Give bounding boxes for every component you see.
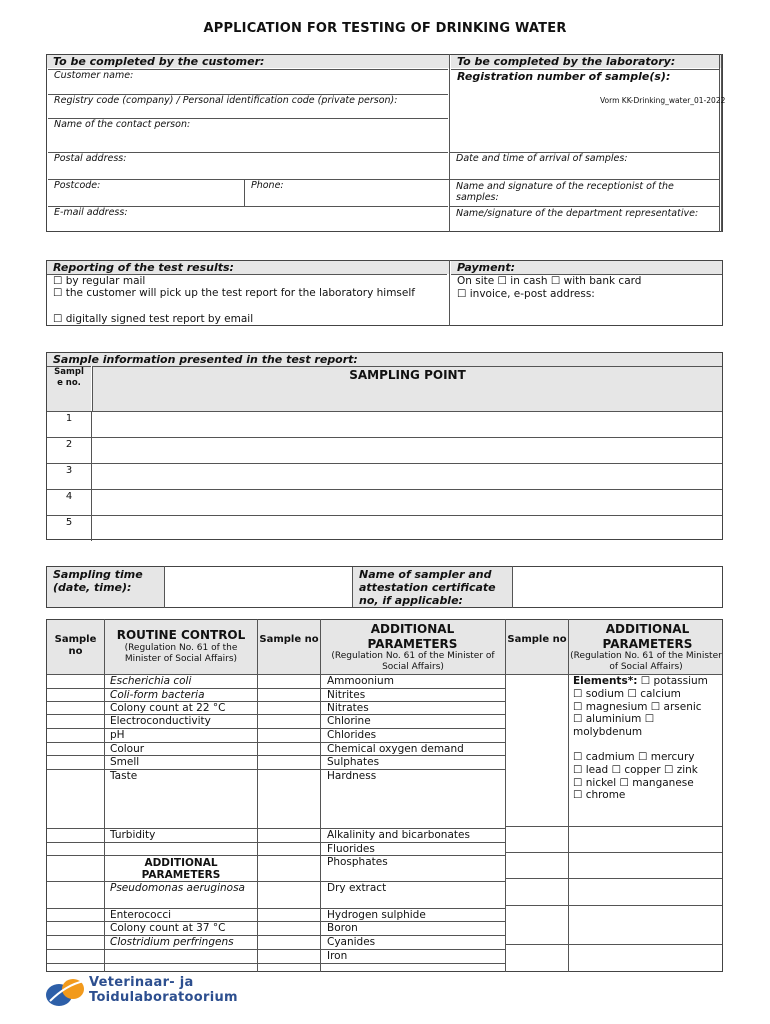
element-cadmium-mercury[interactable]: ☐ cadmium ☐ mercury [573,750,695,763]
element-sodium-calcium[interactable]: ☐ sodium ☐ calcium [573,687,681,700]
department-field[interactable]: Name/signature of the department representative: [450,206,719,231]
sample-row[interactable]: 3 [47,463,722,489]
additional-row-boron[interactable]: Boron [258,922,505,936]
additional-parameters-subtitle-2: (Regulation No. 61 of the Minister of Social Affairs) [570,651,722,672]
reporting-option-mail[interactable]: ☐ by regular mail [47,274,447,288]
routine-row-turbidity[interactable]: Turbidity [47,829,320,843]
right-row-empty[interactable] [506,906,722,945]
sample-no-column-header: Sample no. [47,366,91,411]
sampler-input[interactable] [512,566,723,608]
routine-row-enterococci[interactable]: Enterococci [47,909,320,922]
customer-header: To be completed by the customer: [47,55,449,68]
reporting-header: Reporting of the test results: [47,261,449,274]
registry-code-field[interactable]: Registry code (company) / Personal identification code (private person): [48,94,448,118]
elements-label: Elements*: [573,675,638,687]
logo-mark-icon [44,977,88,1009]
routine-row-ph[interactable]: pH [47,729,320,743]
email-field[interactable]: E-mail address: [48,206,448,231]
sample-row[interactable]: 5 [47,515,722,540]
phone-field[interactable]: Phone: [244,179,449,206]
additional-row-cod[interactable]: Chemical oxygen demand [258,743,505,756]
routine-control-title: ROUTINE CONTROL [116,628,246,642]
sampling-time-label: Sampling time (date, time): [47,567,164,607]
right-row-empty[interactable] [506,853,722,879]
page-title: APPLICATION FOR TESTING OF DRINKING WATER [203,21,567,36]
payment-invoice[interactable]: ☐ invoice, e-post address: [457,288,595,300]
payment-on-site[interactable]: On site ☐ in cash ☐ with bank card [451,274,722,288]
routine-row-e-coli[interactable]: Escherichia coli [47,675,320,689]
sample-info-header: Sample information presented in the test report: [47,353,722,366]
routine-row-pseudomonas[interactable]: Pseudomonas aeruginosa [47,882,320,909]
element-lead-copper-zink[interactable]: ☐ lead ☐ copper ☐ zink [573,763,698,776]
contact-person-field[interactable]: Name of the contact person: [48,118,448,152]
reporting-option-pickup[interactable]: ☐ the customer will pick up the test report for the laboratory himself [53,287,415,299]
laboratory-header: To be completed by the laboratory: [451,55,722,68]
additional-row-phosphates[interactable]: Phosphates [258,856,505,882]
sample-row[interactable]: 1 [47,411,722,437]
routine-row-colour[interactable]: Colour [47,743,320,756]
routine-row-clostridium[interactable]: Clostridium perfringens [47,936,320,950]
additional-row-nitrites[interactable]: Nitrites [258,689,505,702]
sample-no-header-1: Sample no [54,634,97,657]
additional-parameters-title: ADDITIONAL PARAMETERS [367,622,458,651]
elements-checklist [573,675,721,802]
logo [44,973,244,1013]
routine-control-subtitle: (Regulation No. 61 of the Minister of Social Affairs) [124,643,238,664]
sample-no-header-3: Sample no [507,634,567,645]
sampling-time-input[interactable] [164,566,352,608]
routine-row-conductivity[interactable]: Electroconductivity [47,715,320,729]
additional-row-fluorides[interactable]: Fluorides [258,843,505,856]
additional-row-iron[interactable]: Iron [258,950,505,964]
postcode-field[interactable]: Postcode: [48,179,244,206]
routine-row-taste[interactable]: Taste [47,770,320,829]
sample-no-header-2: Sample no [259,634,319,645]
routine-row-colony-22[interactable]: Colony count at 22 °C [47,702,320,715]
additional-row-chlorine[interactable]: Chlorine [258,715,505,729]
registration-label: Registration number of sample(s): [451,69,719,83]
logo-text-line2: Toidulaboratoorium [89,990,238,1005]
right-row-empty[interactable] [506,879,722,906]
additional-row-alkalinity[interactable]: Alkalinity and bicarbonates [258,829,505,843]
routine-row-smell[interactable]: Smell [47,756,320,770]
postal-address-field[interactable]: Postal address: [48,152,448,179]
additional-row-nitrates[interactable]: Nitrates [258,702,505,715]
element-chrome[interactable]: ☐ chrome [573,789,626,802]
divider [449,260,450,326]
sampling-point-header: SAMPLING POINT [92,366,722,411]
additional-rows [258,675,505,964]
reporting-option-email[interactable]: ☐ digitally signed test report by email [53,313,254,325]
form-code: Vorm KK-Drinking_water_01-2022 [600,96,726,105]
routine-row-colony-37[interactable]: Colony count at 37 °C [47,922,320,936]
element-aluminium-molybdenum[interactable]: ☐ aluminium ☐ molybdenum [573,713,655,739]
receptionist-field[interactable]: Name and signature of the receptionist of the samples: [450,179,719,206]
sample-row[interactable]: 2 [47,437,722,463]
additional-row-cyanides[interactable]: Cyanides [258,936,505,950]
divider [719,54,722,232]
additional-parameters-subtitle: (Regulation No. 61 of the Minister of Social Affairs) [331,651,495,672]
additional-row-dry-extract[interactable]: Dry extract [258,882,505,909]
logo-text-line1: Veterinaar- ja [89,975,194,990]
routine-additional-header-row: ADDITIONAL PARAMETERS [47,856,320,882]
element-nickel-manganese[interactable]: ☐ nickel ☐ manganese [573,776,694,789]
right-row-empty[interactable] [506,945,722,971]
additional-parameters-title-2: ADDITIONAL PARAMETERS [602,622,693,651]
arrival-field[interactable]: Date and time of arrival of samples: [450,152,719,179]
element-magnesium-arsenic[interactable]: ☐ magnesium ☐ arsenic [573,700,702,713]
right-row-empty[interactable] [506,827,722,853]
additional-row-ammonium[interactable]: Ammoonium [258,675,505,689]
routine-row-coliform[interactable]: Coli-form bacteria [47,689,320,702]
additional-row-chlorides[interactable]: Chlorides [258,729,505,743]
sampler-label: Name of sampler and attestation certificate no, if applicable: [352,567,512,607]
additional-row-hardness[interactable]: Hardness [258,770,505,829]
additional-row-sulphates[interactable]: Sulphates [258,756,505,770]
element-potassium[interactable]: ☐ potassium [640,675,708,687]
customer-name-field[interactable]: Customer name: [48,69,448,94]
elements-lower-rows [506,827,722,971]
sample-row[interactable]: 4 [47,489,722,515]
payment-header: Payment: [451,261,722,274]
additional-row-hydrogen-sulphide[interactable]: Hydrogen sulphide [258,909,505,922]
